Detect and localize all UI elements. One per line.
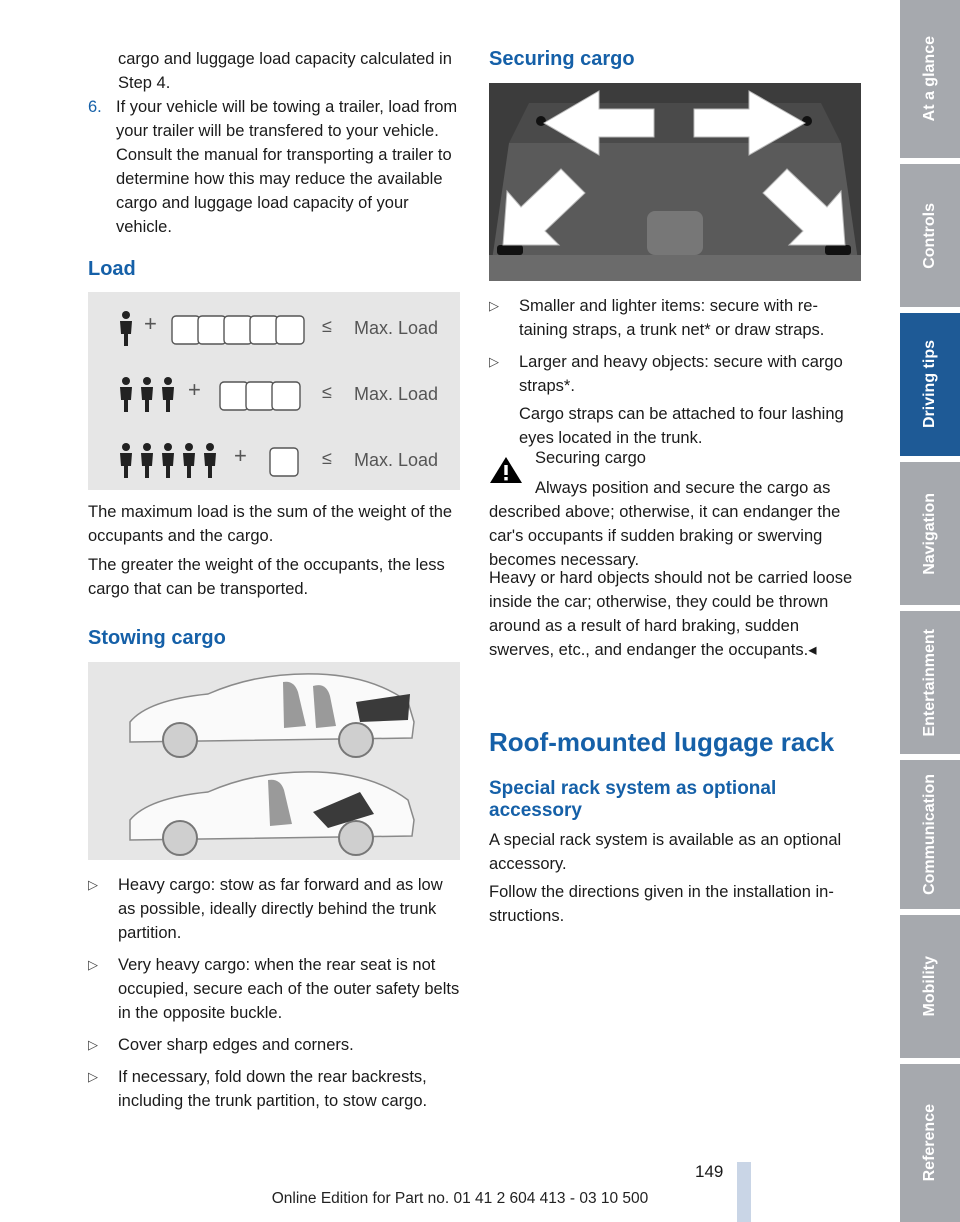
warning-text: Always position and secure the cargo as described above; otherwise, it can endanger the car's occupants if sudden braking or swerving becomes necessary. <box>489 479 841 569</box>
less-equal-sign: ≤ <box>322 448 332 468</box>
load-row-3 <box>88 440 460 480</box>
list-item <box>88 1033 460 1057</box>
list-item-text: Very heavy cargo: when the rear seat is not occupied, secure each of the outer safety belts in the opposite buckle. <box>118 956 460 1022</box>
step-text: If your vehicle will be towing a trailer, load from your trailer will be transfered to your vehicle. Consult the manual for transporting a trailer to determine how this may reduce the available cargo and luggage load capacity of your vehicle. <box>116 98 458 236</box>
plus-sign: + <box>188 377 201 402</box>
list-item-text: Larger and heavy objects: secure with cargo straps*. <box>519 353 843 395</box>
section-heading-securing: Securing cargo <box>489 48 635 70</box>
load-row-2 <box>88 374 460 414</box>
load-paragraph-2: The greater the weight of the occupants, the less cargo that can be transported. <box>88 556 445 598</box>
list-item <box>88 1065 460 1113</box>
securing-bullet-list <box>489 294 861 450</box>
bullet-triangle-icon: ▷ <box>88 877 98 892</box>
subheading-rack-system: Special rack system as optional accessory <box>489 778 777 821</box>
car-side-illustration <box>88 662 460 860</box>
load-paragraph-1: The maximum load is the sum of the weight of the occupants and the cargo. <box>88 503 453 545</box>
max-load-label: Max. Load <box>354 318 439 338</box>
five-persons-icon <box>116 442 220 478</box>
person-icon <box>116 310 136 346</box>
luggage-icons <box>170 308 305 346</box>
plus-sign: + <box>144 311 157 336</box>
chapter-heading-roof-rack: Roof-mounted luggage rack <box>489 727 835 757</box>
bullet-triangle-icon: ▷ <box>88 1037 98 1052</box>
chapter-sidebar <box>900 0 960 1222</box>
stowing-cargo-figure <box>88 662 460 860</box>
less-equal-sign: ≤ <box>322 316 332 336</box>
step-6 <box>88 95 460 239</box>
tab-mobility[interactable]: Mobility <box>900 915 960 1058</box>
list-item-text: Cover sharp edges and corners. <box>118 1036 354 1054</box>
less-equal-sign: ≤ <box>322 382 332 402</box>
list-item <box>88 873 460 945</box>
list-item-text: Smaller and lighter items: secure with retaining straps, a trunk net* or draw straps. <box>519 297 825 339</box>
luggage-icon <box>268 440 302 478</box>
list-item-text: If necessary, fold down the rear backrests, including the trunk partition, to stow cargo. <box>118 1068 428 1110</box>
tab-controls[interactable]: Controls <box>900 164 960 307</box>
list-item <box>489 294 861 342</box>
bullet-triangle-icon: ▷ <box>489 354 499 369</box>
warning-text-2: Heavy or hard objects should not be carried loose inside the car; otherwise, they could be thrown around as a result of hard braking, sudden swerves, etc., and endanger the occupants.◂ <box>489 569 853 659</box>
stowing-bullet-list <box>88 873 460 1113</box>
section-heading-load: Load <box>88 258 136 280</box>
rack-paragraph-2: Follow the directions given in the installation instructions. <box>489 883 834 925</box>
tab-at-a-glance[interactable]: At a glance <box>900 0 960 158</box>
warning-title: Securing cargo <box>535 449 646 467</box>
list-item <box>489 350 861 398</box>
list-item <box>88 953 460 1025</box>
step-number: 6. <box>88 98 102 116</box>
bullet-triangle-icon: ▷ <box>489 298 499 313</box>
tab-reference[interactable]: Reference <box>900 1064 960 1222</box>
bullet-triangle-icon: ▷ <box>88 957 98 972</box>
section-heading-stowing: Stowing cargo <box>88 627 226 649</box>
load-figure <box>88 292 460 490</box>
load-row-1 <box>88 308 460 348</box>
page-number: 149 <box>695 1162 724 1181</box>
max-load-label: Max. Load <box>354 384 439 404</box>
list-item-text: Heavy cargo: stow as far forward and as low as possible, ideally directly behind the trunk partition. <box>118 876 443 942</box>
trunk-lashing-eyes-figure <box>489 83 861 281</box>
lashing-eyes-note: Cargo straps can be attached to four lashing eyes located in the trunk. <box>519 405 844 447</box>
max-load-label: Max. Load <box>354 450 439 470</box>
plus-sign: + <box>234 443 247 468</box>
luggage-icons <box>218 374 303 412</box>
tab-navigation[interactable]: Navigation <box>900 462 960 605</box>
rack-paragraph-1: A special rack system is available as an optional accessory. <box>489 831 842 873</box>
tab-driving-tips[interactable]: Driving tips <box>900 313 960 456</box>
bullet-triangle-icon: ▷ <box>88 1069 98 1084</box>
tab-communication[interactable]: Communication <box>900 760 960 909</box>
trunk-illustration <box>489 83 861 281</box>
tab-entertainment[interactable]: Entertainment <box>900 611 960 754</box>
footer-text: Online Edition for Part no. 01 41 2 604 413 - 03 10 500 <box>271 1190 649 1207</box>
three-persons-icon <box>116 376 178 412</box>
footer <box>0 1190 960 1208</box>
continued-text: cargo and luggage load capacity calculated in Step 4. <box>118 50 452 92</box>
